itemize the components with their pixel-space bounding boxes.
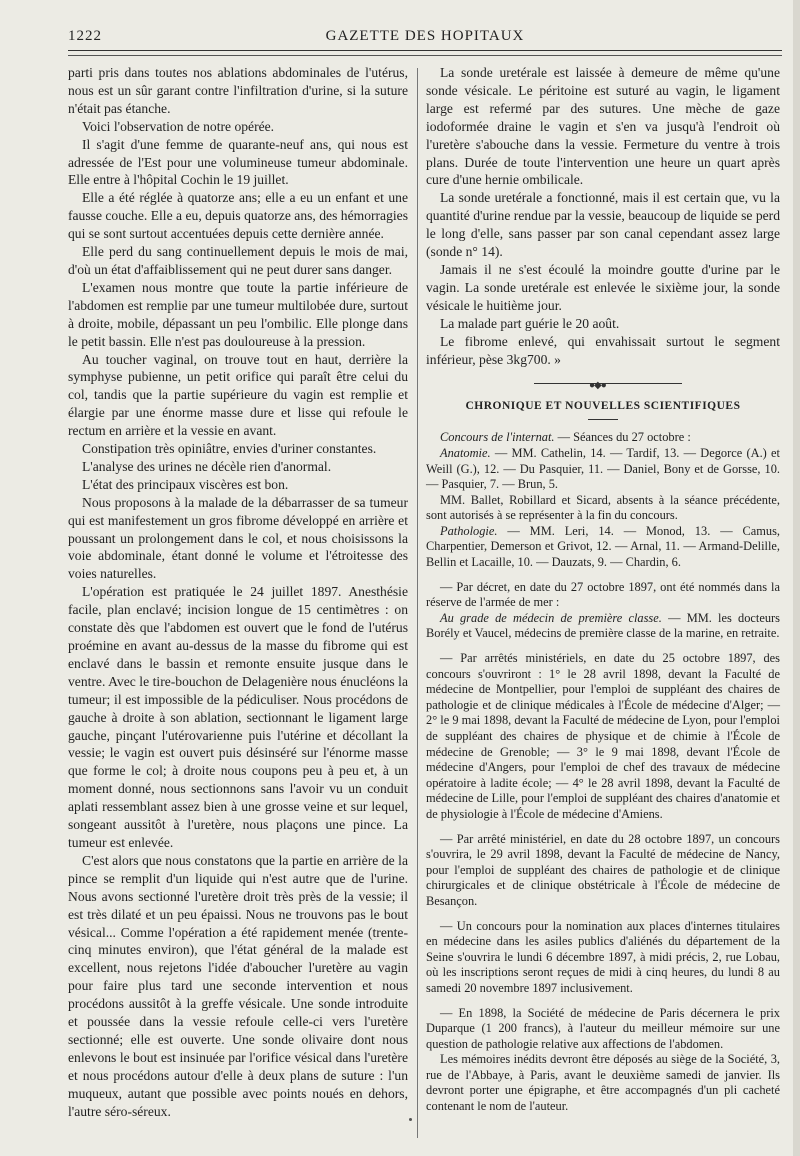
- news-item-text: — Par arrêtés ministériels, en date du 25 octobre 1897, des concours s'ouvriront : 1° le 28 avril 1898, devant la Faculté de médecine de Montpellier, pour l'emploi de suppléant des chaires de pathologie et de clinique médicales à l'École de médecine d'Alger; — 2° le 9 mai 1898, devant la Faculté de médecine de Lyon, pour l'emploi de suppléant des chaires de physique et de chimie à l'École de médecine de Grenoble; — 3° le 9 mai 1898, devant l'École de médecine d'Angers, pour l'emploi de chef des travaux de médecine opératoire à ladite école; — 4° le 28 avril 1898, devant la Faculté de médecine de Lille, pour l'emploi de suppléant des chaires d'anatomie et de physiologie à l'École de médecine d'Amiens.: [426, 651, 780, 821]
- paragraph: Elle a été réglée à quatorze ans; elle a eu un enfant et une fausse couche. Elle a eu, depuis quatorze ans, des hémorragies qui se sont surtout accentuées depuis cette dernière année.: [68, 190, 408, 242]
- news-item-text: — Un concours pour la nomination aux places d'internes titulaires en médecine dans les asiles publics d'aliénés du département de la Seine s'ouvrira le lundi 6 décembre 1897, à midi précis, 2, rue Lobau, où les inscriptions seront reçues de midi à cinq heures, du lundi 8 au samedi 20 novembre 1897 inclusivement.: [426, 918, 780, 995]
- separator-line: [534, 383, 682, 384]
- paragraph: La sonde uretérale est laissée à demeure de même qu'une sonde vésicale. Le péritoine est suturé au vagin, le ligament large est refermé par des sutures. Une mèche de gaze iodoformée draine le vagin et s'en va jusqu'à l'endroit où l'uretère s'abouche dans la vessie. Fermeture du ventre à trois plans. Durée de toute l'intervention une heure un quart après cure d'une hernie ombilicale.: [426, 65, 780, 188]
- news-item: [426, 446, 780, 493]
- page-header: [68, 28, 782, 50]
- news-item-heading: Anatomie.: [440, 445, 491, 460]
- paragraph: Voici l'observation de notre opérée.: [82, 118, 275, 134]
- news-item-text: — MM. Cathelin, 14. — Tardif, 13. — Degorce (A.) et Weill (G.), 12. — Du Pasquier, 11. — Daniel, Bony et de Gorsse, 10. — Pasquier, 7. — Brun, 5.: [426, 445, 780, 492]
- news-item: [426, 651, 780, 823]
- news-item-text: — En 1898, la Société de médecine de Paris décernera le prix Duparque (1 200 francs), à l'auteur du meilleur mémoire sur une question de pathologie relative aux affections de l'abdomen.: [426, 1005, 780, 1051]
- news-item: [426, 524, 780, 571]
- ornament-icon: ●◆●: [589, 380, 606, 392]
- news-list: [426, 430, 780, 1114]
- header-rule: [68, 50, 782, 51]
- news-item-heading: Concours de l'internat.: [440, 430, 555, 445]
- news-item: [426, 430, 780, 446]
- paragraph: Nous proposons à la malade de la débarrasser de sa tumeur qui est manifestement un gros fibrome développé en arrière et poussant un prolongement dans le col, et nous choisissons la voie abdominale, étant donné le volume et l'étroitesse des voies naturelles.: [68, 494, 408, 582]
- page-dot: [409, 1118, 412, 1121]
- news-item: [426, 611, 780, 642]
- news-item-text: Les mémoires inédits devront être déposés au siège de la Société, 3, rue de l'Abbaye, à Paris, avant le deuxième samedi de janvier. Ils devront porter une épigraphe, et être accompagnés d'un pli cacheté contenant le nom de l'auteur.: [426, 1052, 780, 1114]
- news-item-heading: Au grade de médecin de première classe.: [440, 610, 662, 625]
- header-rule-thin: [68, 55, 782, 56]
- paragraph: La sonde uretérale a fonctionné, mais il est certain que, vu la quantité d'urine rendue par la vessie, beaucoup de liquide se perd le long d'elle, sans passer par son canal cependant assez large (sonde n° 14).: [426, 190, 780, 260]
- paragraph: Jamais il ne s'est écoulé la moindre goutte d'urine par le vagin. La sonde uretérale est enlevée le sixième jour, la sonde vésicale le huitième jour.: [426, 261, 780, 313]
- news-item-text: — Par arrêté ministériel, en date du 28 octobre 1897, un concours s'ouvrira, le 29 avril 1898, devant la Faculté de médecine de Nancy, pour l'emploi de suppléant des chaires de pathologie et de clinique chirurgicales et de clinique obstétricale à l'École de médecine de Besançon.: [426, 831, 780, 908]
- paragraph: Il s'agit d'une femme de quarante-neuf ans, qui nous est adressée de l'Est pour une volumineuse tumeur abdominale. Elle entre à l'hôpital Cochin le 19 juillet.: [68, 136, 408, 188]
- news-item: [426, 1006, 780, 1053]
- paragraph: Le fibrome enlevé, qui envahissait surtout le segment inférieur, pèse 3kg700. »: [426, 333, 780, 367]
- paragraph: parti pris dans toutes nos ablations abdominales de l'utérus, nous est un sûr garant contre l'infiltration d'urine, si la suture n'était pas étanche.: [68, 65, 408, 116]
- news-item-text: — Par décret, en date du 27 octobre 1897, ont été nommés dans la réserve de l'armée de mer :: [426, 579, 780, 610]
- left-column: [68, 64, 408, 1120]
- news-item-heading: Pathologie.: [440, 523, 498, 538]
- news-item-text: — Séances du 27 octobre :: [554, 430, 691, 445]
- news-item: [426, 1052, 780, 1114]
- journal-title: GAZETTE DES HOPITAUX: [325, 28, 525, 44]
- news-item: [426, 580, 780, 611]
- news-item: [426, 919, 780, 997]
- page-number: 1222: [68, 28, 102, 44]
- paragraph: L'état des principaux viscères est bon.: [82, 476, 289, 492]
- section-separator: [426, 374, 780, 394]
- right-column: [426, 64, 780, 1115]
- news-item-text: MM. Ballet, Robillard et Sicard, absents à la séance précédente, sont autorisés à se représenter à la fin du concours.: [426, 492, 780, 523]
- news-item: [426, 493, 780, 524]
- column-divider: [417, 68, 418, 1138]
- paragraph: Au toucher vaginal, on trouve tout en haut, derrière la symphyse pubienne, un petit orifice qui paraît être celui du col, tandis que la partie supérieure du vagin est remplie et élargie par une énorme masse dure et lisse qui refoule le rectum en arrière et la vessie en avant.: [68, 351, 408, 439]
- paragraph: L'analyse des urines ne décèle rien d'anormal.: [82, 458, 332, 474]
- paragraph: La malade part guérie le 20 août.: [440, 315, 620, 331]
- paragraph: C'est alors que nous constatons que la partie en arrière de la pince se remplit d'un liquide qui n'est autre que de l'urine. Nous avons sectionné l'uretère droit très près de la vessie; il est très dilaté et un peu épaissi. Nous ne trouvons pas le bout vésical... Comme l'opération a été rapidement menée (trente-cinq minutes environ), que l'état général de la malade est excellent, nous rejetons l'idée d'aboucher l'uretère au vagin pour faire plus tard une seconde intervention et nous procédons aussitôt à la greffe vésicale. Une sonde introduite et poussée dans la vessie refoule celle-ci vers l'uretère sectionné; elle est ouverte. Une sonde olivaire dont nous enlevons le bout est insinuée par l'orifice vésical dans l'uretère et nous procédons autour d'elle à deux plans de suture : l'un muqueux, autant que possible avec points noués en dehors, l'autre séro-séreux.: [68, 852, 408, 1119]
- news-item-text: — MM. les docteurs Borély et Vaucel, médecins de première classe de la marine, en retraite.: [426, 610, 781, 641]
- news-item-text: — MM. Leri, 14. — Monod, 13. — Camus, Charpentier, Demerson et Grivot, 12. — Arnal, 11. — Armand-Delille, Bellin et Lacaille, 10. — Dauzats, 9. — Chardin, 6.: [426, 523, 780, 570]
- paragraph: L'opération est pratiquée le 24 juillet 1897. Anesthésie facile, plan enclavé; incision longue de 15 centimètres : on constate dès que l'abdomen est ouvert que le fond de l'utérus proémine en avant au-dessus de la masse du fibrome qui est enclavé dans le bassin et remonte ensuite jusque dans le ventre. Avec le tire-bouchon de Delagenière nous énucléons la tumeur; il est impossible de la pédiculiser. Nous procédons de gauche à droite à son ablation, sectionnant le ligament large gauche, pinçant l'utérovarienne puis l'utérine et décollant la vessie; le vagin est ouvert puis désinséré sur l'énorme masse que forme le col; à droite nous coupons peu à peu et, à un moment donné, nous sectionnons sans l'avoir vu un conduit aplati ressemblant assez bien à une grosse veine et sur lequel, songeant aussitôt à l'uretère, nous plaçons une pince. La tumeur est enlevée.: [68, 584, 408, 850]
- news-item: [426, 832, 780, 910]
- paragraph: Elle perd du sang continuellement depuis le mois de mai, d'où un état d'affaiblissement qui ne peut durer sans danger.: [68, 244, 408, 277]
- paragraph: L'examen nous montre que toute la partie inférieure de l'abdomen est remplie par une tumeur multilobée dure, surtout à droite, mobile, dépassant un peu l'ombilic. Elle plonge dans le petit bassin. Elle n'est pas douloureuse à la pression.: [68, 279, 408, 349]
- section-title-text: CHRONIQUE ET NOUVELLES SCIENTIFIQUES: [465, 400, 741, 413]
- section-title-underline: [588, 419, 618, 420]
- section-title: [426, 398, 780, 420]
- page-edge: [793, 0, 800, 1156]
- paragraph: Constipation très opiniâtre, envies d'uriner constantes.: [82, 441, 377, 457]
